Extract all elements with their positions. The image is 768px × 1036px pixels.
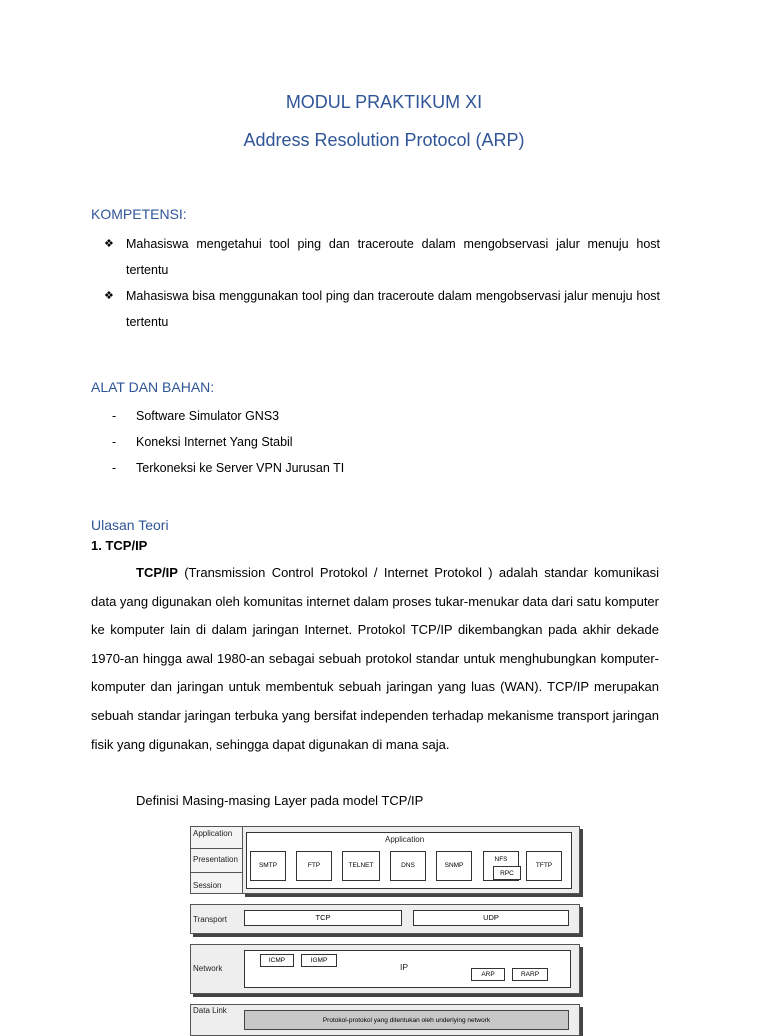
diamond-bullet-icon: ❖ bbox=[104, 238, 114, 250]
kompetensi-item-text: Mahasiswa bisa menggunakan tool ping dan traceroute dalam mengobservasi jalur menuju host tertentu bbox=[126, 289, 660, 329]
alat-item-text: Terkoneksi ke Server VPN Jurusan TI bbox=[136, 461, 345, 475]
layer-label-network: Network bbox=[193, 964, 223, 973]
alat-item: - Koneksi Internet Yang Stabil bbox=[112, 435, 293, 449]
alat-item: - Terkoneksi ke Server VPN Jurusan TI bbox=[112, 461, 345, 475]
kompetensi-heading: KOMPETENSI: bbox=[91, 206, 187, 222]
diagram-caption: Definisi Masing-masing Layer pada model TCP/IP bbox=[136, 793, 424, 808]
application-title: Application bbox=[385, 835, 425, 844]
kompetensi-item-text: Mahasiswa mengetahui tool ping dan traceroute dalam mengobservasi jalur menuju host tertentu bbox=[126, 237, 660, 277]
tcp-box: TCP bbox=[244, 910, 402, 926]
module-subtitle: Address Resolution Protocol (ARP) bbox=[243, 130, 525, 150]
rarp-box: RARP bbox=[512, 968, 548, 981]
tcpip-bold-term: TCP/IP bbox=[136, 565, 178, 580]
module-title: MODUL PRAKTIKUM XI bbox=[285, 92, 483, 112]
arp-box: ARP bbox=[471, 968, 505, 981]
protocol-box: TFTP bbox=[526, 851, 562, 881]
alat-heading: ALAT DAN BAHAN: bbox=[91, 379, 215, 395]
diamond-bullet-icon: ❖ bbox=[104, 290, 114, 302]
section-title: 1. TCP/IP bbox=[91, 538, 148, 553]
layer-label-datalink: Data Link bbox=[193, 1006, 227, 1015]
tcpip-paragraph-text: (Transmission Control Protokol / Internet Protokol ) adalah standar komunikasi data yang digunakan oleh komunitas internet dalam proses tukar-menukar data dari satu komputer ke komputer lain di dalam jaringan Internet. Protokol TCP/IP dikembangkan pada akhir dekade 1970-an hingga awal 1980-an sebagai sebuah protokol standar untuk menghubungkan komputer-komputer dan jaringan untuk membentuk sebuah jaringan yang luas (WAN). TCP/IP merupakan sebuah standar jaringan terbuka yang bersifat independen terhadap mekanisme transport jaringan fisik yang digunakan, sehingga dapat digunakan di mana saja. bbox=[91, 565, 659, 752]
protocol-box: NFS bbox=[483, 851, 519, 881]
protocol-box: SNMP bbox=[436, 851, 472, 881]
layer-label-presentation: Presentation bbox=[193, 855, 238, 864]
ip-label: IP bbox=[400, 962, 409, 972]
kompetensi-item bbox=[104, 231, 660, 283]
layer-label-application: Application bbox=[193, 829, 233, 838]
kompetensi-item bbox=[104, 283, 660, 335]
datalink-box: Protokol-protokol yang ditentukan oleh underlying network bbox=[244, 1010, 569, 1030]
protocol-box: SMTP bbox=[250, 851, 286, 881]
protocol-box: DNS bbox=[390, 851, 426, 881]
teori-heading: Ulasan Teori bbox=[91, 517, 169, 533]
alat-item-text: Koneksi Internet Yang Stabil bbox=[136, 435, 293, 449]
tcpip-layer-diagram bbox=[188, 822, 584, 1024]
tcpip-paragraph bbox=[91, 559, 659, 759]
igmp-box: IGMP bbox=[301, 954, 337, 967]
icmp-box: ICMP bbox=[260, 954, 294, 967]
alat-item-text: Software Simulator GNS3 bbox=[136, 409, 280, 423]
layer-label-session: Session bbox=[193, 881, 222, 890]
protocol-box: FTP bbox=[296, 851, 332, 881]
alat-item: - Software Simulator GNS3 bbox=[112, 409, 280, 423]
rpc-box: RPC bbox=[493, 866, 521, 880]
protocol-box: TELNET bbox=[342, 851, 380, 881]
udp-box: UDP bbox=[413, 910, 569, 926]
layer-label-transport: Transport bbox=[193, 915, 227, 924]
